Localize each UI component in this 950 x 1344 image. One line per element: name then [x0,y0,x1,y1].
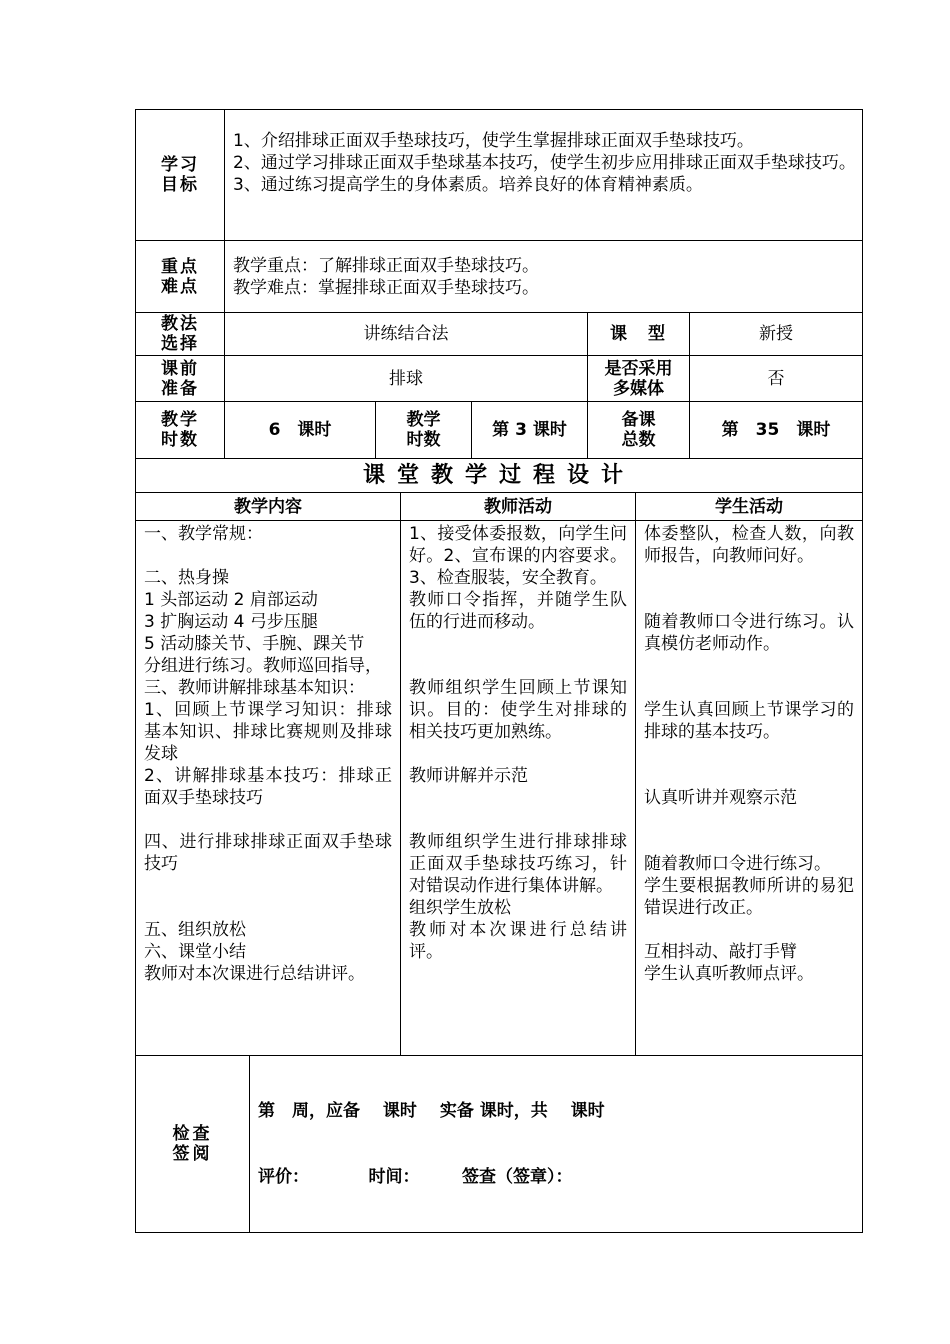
student-activity-item [644,567,854,589]
key-points-row [136,241,863,313]
student-activity-item [644,765,854,787]
teaching-content-item: 1、回顾上节课学习知识：排球基本知识、排球比赛规则及排球发球 [144,700,392,764]
student-activity-item [644,919,854,941]
review-line-signature: 评价： 时间： 签查（签章）： [258,1167,573,1187]
process-table [135,458,863,1056]
student-activity-item [644,677,854,699]
review-table [135,1055,863,1233]
hours-row [136,402,863,459]
prep-value: 排球 [225,356,588,402]
student-activity-item: 认真听讲并观察示范 [644,788,797,808]
teacher-activity-item: 教师组织学生回顾上节课知识。目的：使学生对排球的相关技巧更加熟练。 [409,678,627,742]
total-value: 第 35 课时 [690,402,863,459]
teacher-activity-item: 教师讲解并示范 [409,766,528,786]
multimedia-value: 否 [690,356,863,402]
student-activity-item [644,589,854,611]
teaching-content-item: 五、组织放松 [144,920,246,940]
teaching-content-item [144,809,392,831]
lesson-info-table [135,109,863,459]
column-header-student: 学生活动 [636,493,863,521]
review-line-hours: 第 周，应备 课时 实备 课时，共 课时 [258,1101,605,1121]
teaching-content-item [144,545,392,567]
key-points-content [225,241,863,313]
column-header-teacher: 教师活动 [401,493,636,521]
teaching-content-item: 四、进行排球排球正面双手垫球技巧 [144,832,392,874]
teaching-content-item: 教师对本次课进行总结讲评。 [144,964,365,984]
teaching-content-item [144,875,392,897]
teaching-content-item: 5 活动膝关节、手腕、踝关节 [144,634,365,654]
period-label: 教学 时数 [376,402,472,459]
teacher-activity-item [409,809,627,831]
process-title: 课堂教学过程设计 [136,459,863,493]
student-activity-item: 互相抖动、敲打手臂 [644,942,797,962]
teaching-content-item: 1 头部运动 2 肩部运动 [144,590,318,610]
teaching-content-cell [136,521,401,1056]
student-activity-item: 学生认真回顾上节课学习的排球的基本技巧。 [644,700,855,742]
teaching-content-item: 3 扩胸运动 4 弓步压腿 [144,612,318,632]
lesson-type-value: 新授 [690,313,863,356]
objective-item: 3、通过练习提高学生的身体素质。培养良好的体育精神素质。 [233,175,703,195]
objectives-content [225,110,863,241]
hours-label: 教学 时数 [136,402,225,459]
teaching-content-item: 一、教学常规： [144,524,263,544]
teaching-content-item: 2、讲解排球基本技巧：排球正面双手垫球技巧 [144,766,392,808]
teacher-activity-item: 教师对本次课进行总结讲评。 [409,920,627,962]
student-activity-cell [636,521,863,1056]
prep-label: 课前 准备 [136,356,225,402]
column-header-content: 教学内容 [136,493,401,521]
multimedia-label: 是否采用 多媒体 [588,356,690,402]
period-value: 第 3 课时 [472,402,588,459]
teaching-content-item: 三、教师讲解排球基本知识： [144,678,365,698]
student-activity-item [644,743,854,765]
lesson-type-label: 课 型 [588,313,690,356]
teacher-activity-item: 组织学生放松 [409,898,511,918]
total-label: 备课 总数 [588,402,690,459]
student-activity-item: 随着教师口令进行练习。 [644,854,831,874]
student-activity-item: 学生认真听教师点评。 [644,964,814,984]
key-point-item: 教学难点：掌握排球正面双手垫球技巧。 [233,277,539,298]
teacher-activity-list [409,523,627,963]
teaching-content-item: 六、课堂小结 [144,942,246,962]
prep-row [136,356,863,402]
teaching-content-item [144,897,392,919]
process-body-row [136,521,863,1056]
method-label: 教法 选择 [136,313,225,356]
student-activity-item [644,809,854,831]
student-activity-item: 体委整队，检查人数，向教师报告，向教师问好。 [644,524,855,566]
objective-item: 2、通过学习排球正面双手垫球基本技巧，使学生初步应用排球正面双手垫球技巧。 [233,153,856,173]
teacher-activity-item: 教师口令指挥，并随学生队伍的行进而移动。 [409,590,627,632]
objectives-label: 学习 目标 [136,110,225,241]
key-point-item: 教学重点：了解排球正面双手垫球技巧。 [233,255,539,276]
lesson-plan-document [135,109,862,1233]
method-value: 讲练结合法 [225,313,588,356]
teaching-content-list [144,523,392,985]
teacher-activity-item [409,655,627,677]
teaching-content-item: 分组进行练习。教师巡回指导， [144,656,382,676]
teacher-activity-item: 教师组织学生进行排球排球正面双手垫球技巧练习，针对错误动作进行集体讲解。 [409,832,627,896]
method-row [136,313,863,356]
objective-item: 1、介绍排球正面双手垫球技巧，使学生掌握排球正面双手垫球技巧。 [233,131,754,151]
teaching-content-item: 二、热身操 [144,568,229,588]
student-activity-item: 随着教师口令进行练习。认真模仿老师动作。 [644,612,855,654]
hours-value: 6 课时 [225,402,376,459]
review-content [250,1056,863,1233]
student-activity-list [644,523,854,985]
teacher-activity-item: 1、接受体委报数，向学生问好。2、宣布课的内容要求。3、检查服装，安全教育。 [409,524,627,588]
key-points-label: 重点 难点 [136,241,225,313]
teacher-activity-item [409,633,627,655]
review-label: 检查 签阅 [136,1056,250,1233]
objectives-row [136,110,863,241]
student-activity-item [644,655,854,677]
student-activity-item [644,831,854,853]
teacher-activity-cell [401,521,636,1056]
teacher-activity-item [409,787,627,809]
student-activity-item: 学生要根据教师所讲的易犯错误进行改正。 [644,876,855,918]
teacher-activity-item [409,743,627,765]
